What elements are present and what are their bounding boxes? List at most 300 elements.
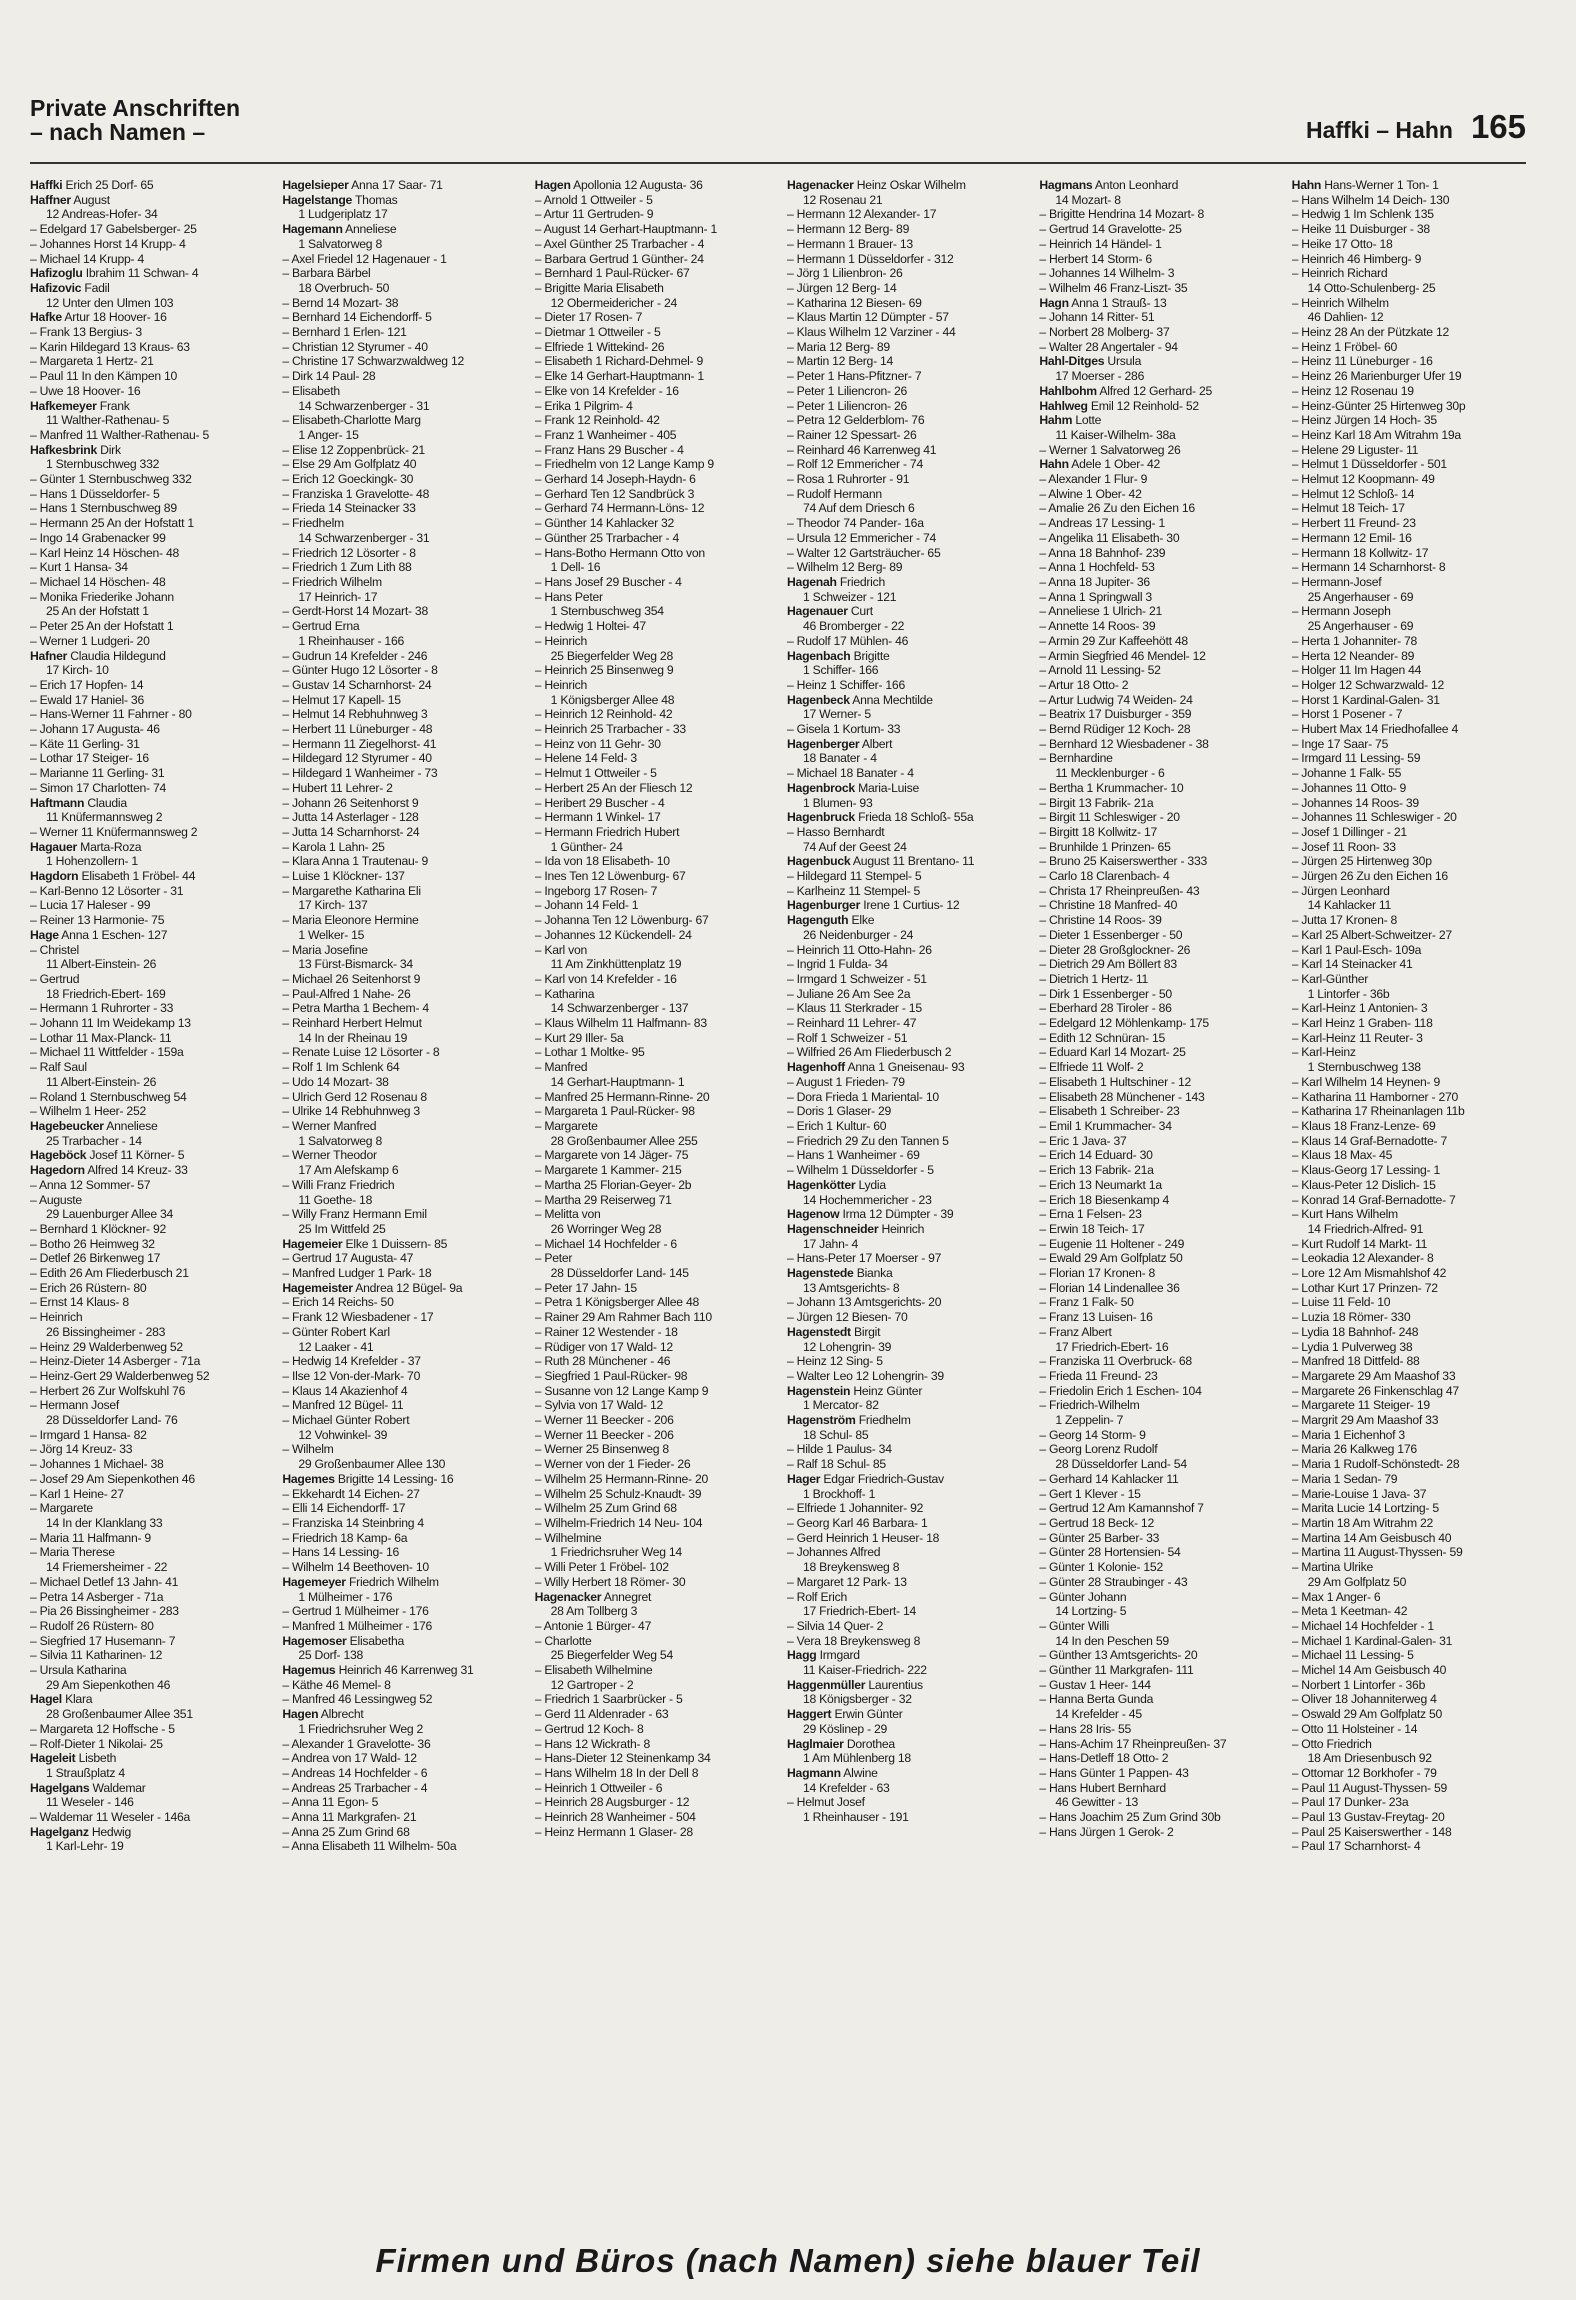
entry-text: – Botho 26 Heimweg 32	[30, 1236, 155, 1251]
listing-entry	[1292, 707, 1526, 722]
listing-entry	[30, 1751, 264, 1766]
listing-entry	[282, 1575, 516, 1590]
listing-entry	[535, 1237, 769, 1252]
listing-entry	[1039, 531, 1273, 546]
entry-text: – Emil 1 Krummacher- 34	[1039, 1119, 1172, 1133]
entry-text: 18 Am Driesenbusch 92	[1307, 1751, 1432, 1766]
entry-text: – Siegfried 17 Husemann- 7	[30, 1633, 176, 1648]
entry-text: 29 Köslinер - 29	[802, 1721, 888, 1736]
listing-entry	[30, 1560, 264, 1575]
entry-text: 1 Lintorfer - 36b	[1307, 986, 1390, 1001]
entry-text: Ibrahim 11 Schwan- 4	[85, 266, 199, 281]
entry-text: – Dieter 1 Essenberger - 50	[1039, 927, 1183, 942]
entry-text: – Herbert 26 Zur Wolfskuhl 76	[30, 1383, 186, 1398]
listing-column-5	[1039, 178, 1273, 2208]
listing-entry	[30, 1031, 264, 1046]
entry-text: Frank	[99, 398, 130, 413]
listing-entry	[282, 1178, 516, 1193]
entry-text: 14 Otto-Schulenberg- 25	[1307, 280, 1436, 295]
listing-entry	[787, 1472, 1021, 1487]
surname: Hagen	[534, 178, 571, 192]
entry-text: 12 Obermeidericher - 24	[550, 295, 677, 310]
entry-text: – Kurt 1 Hansa- 34	[30, 560, 128, 575]
entry-text: – Andreas 17 Lessing- 1	[1039, 516, 1166, 531]
entry-text: 17 Heinrich- 17	[298, 589, 378, 604]
entry-text: – Silvia 11 Katharinen- 12	[30, 1648, 163, 1663]
entry-text: 11 Am Zinkhüttenplatz 19	[550, 957, 682, 972]
listing-entry	[787, 443, 1021, 458]
listing-entry	[787, 1354, 1021, 1369]
entry-text: – Elli 14 Eichendorff- 17	[282, 1501, 406, 1516]
listing-entry	[535, 1648, 769, 1663]
listing-entry	[282, 781, 516, 796]
listing-entry	[535, 1501, 769, 1516]
listing-entry	[30, 1119, 264, 1134]
entry-text: – Johann 13 Amtsgerichts- 20	[786, 1295, 942, 1310]
listing-entry	[30, 1457, 264, 1472]
entry-text: – Luise 11 Feld- 10	[1291, 1295, 1391, 1310]
entry-text: – Florian 14 Lindenallee 36	[1039, 1280, 1180, 1295]
entry-text: – Katharina	[534, 986, 595, 1001]
listing-entry	[1292, 825, 1526, 840]
entry-text: Ursula	[1107, 354, 1142, 369]
listing-entry	[1039, 663, 1273, 678]
entry-text: 25 Trarbacher - 14	[46, 1133, 142, 1148]
listing-entry	[535, 1384, 769, 1399]
entry-text: – Angelika 11 Elisabeth- 30	[1039, 530, 1180, 545]
listing-entry	[535, 1016, 769, 1031]
listing-entry	[1292, 1678, 1526, 1693]
listing-entry	[1292, 1545, 1526, 1560]
listing-entry	[282, 310, 516, 325]
listing-entry	[1039, 781, 1273, 796]
listing-entry	[1292, 1045, 1526, 1060]
entry-text: – August 14 Gerhart-Hauptmann- 1	[534, 222, 718, 237]
entry-text: – Annette 14 Roos- 39	[1039, 619, 1156, 634]
entry-text: Erich 25 Dorf- 65	[65, 178, 154, 192]
entry-text: – Käte 11 Gerling- 31	[30, 736, 140, 751]
listing-entry	[535, 369, 769, 384]
listing-entry	[282, 766, 516, 781]
listing-entry	[30, 825, 264, 840]
listing-entry	[535, 840, 769, 855]
listing-entry	[1292, 619, 1526, 634]
entry-text: – Andrea von 17 Wald- 12	[282, 1751, 417, 1766]
entry-text: 18 Friedrich-Ebert- 169	[46, 986, 166, 1001]
entry-text: 1 Brockhoff- 1	[802, 1486, 876, 1501]
entry-text: – Hermann 12 Emil- 16	[1291, 530, 1412, 545]
listing-entry	[787, 678, 1021, 693]
listing-entry	[30, 649, 264, 664]
listing-entry	[535, 546, 769, 561]
entry-text: – Ruth 28 Münchener - 46	[534, 1354, 671, 1369]
listing-entry	[1039, 193, 1273, 208]
listing-entry	[787, 1545, 1021, 1560]
entry-text: – Charlotte	[534, 1633, 592, 1648]
listing-entry	[1039, 1207, 1273, 1222]
entry-text: – Erich 13 Fabrik- 21a	[1039, 1163, 1154, 1178]
listing-entry	[282, 649, 516, 664]
entry-text: – Luzia 18 Römer- 330	[1291, 1310, 1411, 1325]
section-title	[30, 96, 240, 144]
entry-text: – Theodor 74 Pander- 16a	[786, 516, 924, 531]
listing-entry	[787, 1016, 1021, 1031]
entry-text: – Hans Peter	[534, 589, 603, 604]
entry-text: – Helmut 1 Düsseldorfer - 501	[1291, 457, 1447, 472]
listing-entry	[1039, 1737, 1273, 1752]
entry-text: – Gertrud Erna	[282, 619, 360, 634]
listing-entry	[787, 501, 1021, 516]
entry-text: Alwine	[843, 1765, 878, 1780]
entry-text: 46 Dahlien- 12	[1307, 310, 1384, 325]
listing-entry	[535, 252, 769, 267]
entry-text: – Axel Günther 25 Trarbacher - 4	[534, 236, 705, 251]
entry-text: – Michael 1 Kardinal-Galen- 31	[1291, 1633, 1453, 1648]
listing-entry	[282, 340, 516, 355]
listing-entry	[30, 222, 264, 237]
entry-text: – Holger 11 Im Hagen 44	[1291, 663, 1422, 678]
listing-entry	[1292, 237, 1526, 252]
listing-entry	[282, 457, 516, 472]
entry-text: – Carlo 18 Clarenbach- 4	[1039, 869, 1170, 884]
entry-text: – Heinrich 28 Augsburger - 12	[534, 1795, 690, 1810]
entry-text: – Karl 1 Heine- 27	[30, 1486, 124, 1501]
entry-text: – Wilhelm 25 Hermann-Rinne- 20	[534, 1471, 709, 1486]
entry-text: – Karl Heinz 1 Graben- 118	[1291, 1016, 1433, 1031]
entry-text: – Werner 25 Binsenweg 8	[534, 1442, 669, 1457]
listing-entry	[30, 796, 264, 811]
entry-text: – Gerhard 74 Hermann-Löns- 12	[534, 501, 705, 516]
entry-text: – Gustav 14 Scharnhorst- 24	[282, 677, 432, 692]
entry-text: – Günter Hugo 12 Lösorter - 8	[282, 663, 438, 678]
listing-entry	[1292, 1001, 1526, 1016]
entry-text: Heinrich	[881, 1221, 925, 1236]
listing-entry	[535, 501, 769, 516]
listing-entry	[1292, 384, 1526, 399]
listing-entry	[282, 619, 516, 634]
listing-entry	[787, 1722, 1021, 1737]
entry-text: – Bernhard 1 Klöckner- 92	[30, 1221, 167, 1236]
entry-text: – Maria 1 Eichenhof 3	[1291, 1427, 1405, 1442]
listing-entry	[1292, 649, 1526, 664]
entry-text: – Pia 26 Bissingheimer - 283	[30, 1604, 179, 1619]
listing-entry	[1039, 1766, 1273, 1781]
listing-entry	[1292, 354, 1526, 369]
surname: Hage	[30, 927, 59, 942]
listing-entry	[1292, 1825, 1526, 1840]
entry-text: – Margarete 11 Steiger- 19	[1291, 1398, 1430, 1413]
listing-entry	[1039, 1104, 1273, 1119]
entry-text: – Alexander 1 Gravelotte- 36	[282, 1736, 431, 1751]
entry-text: 14 Gerhart-Hauptmann- 1	[550, 1074, 685, 1089]
entry-text: 1 Schweizer - 121	[802, 589, 897, 604]
listing-entry	[1039, 825, 1273, 840]
listing-entry	[30, 1634, 264, 1649]
entry-text: 26 Neidenburger - 24	[802, 927, 914, 942]
entry-text: 12 Andreas-Hofer- 34	[46, 207, 158, 222]
entry-text: – Michael 26 Seitenhorst 9	[282, 971, 421, 986]
entry-text: – Renate Luise 12 Lösorter - 8	[282, 1045, 440, 1060]
listing-entry	[535, 443, 769, 458]
entry-text: 11 Mecklenburger - 6	[1055, 766, 1165, 781]
entry-text: – Karl-Heinz 1 Antonien- 3	[1291, 1001, 1428, 1016]
entry-text: – Lydia 18 Bahnhof- 248	[1291, 1324, 1419, 1339]
listing-entry	[1292, 1016, 1526, 1031]
entry-text: – Hans Günter 1 Pappen- 43	[1039, 1765, 1189, 1780]
listing-entry	[30, 546, 264, 561]
entry-text: – Margarete 29 Am Maashof 33	[1291, 1368, 1456, 1383]
listing-entry	[282, 796, 516, 811]
entry-text: – Karl Heinz 14 Höschen- 48	[30, 545, 180, 560]
listing-entry	[282, 1148, 516, 1163]
entry-text: Emil 12 Reinhold- 52	[1090, 398, 1199, 413]
listing-entry	[1039, 1516, 1273, 1531]
listing-entry	[787, 1251, 1021, 1266]
entry-text: – Wilfried 26 Am Fliederbusch 2	[786, 1045, 952, 1060]
entry-text: – Luise 1 Klöckner- 137	[282, 869, 405, 884]
entry-text: 18 Banater - 4	[802, 751, 877, 766]
listing-entry	[787, 649, 1021, 664]
section-title-line2: – nach Namen –	[30, 119, 206, 145]
entry-text: – Klaus 18 Max- 45	[1291, 1148, 1393, 1163]
entry-text: – Johann 26 Seitenhorst 9	[282, 795, 419, 810]
entry-text: – Walter 28 Angertaler - 94	[1039, 339, 1178, 354]
entry-text: – Gertrud 1 Mülheimer - 176	[282, 1604, 429, 1619]
entry-text: 13 Fürst-Bismarck- 34	[298, 957, 413, 972]
entry-text: – Inge 17 Saar- 75	[1291, 736, 1389, 751]
entry-text: – Silvia 14 Quer- 2	[786, 1618, 884, 1633]
entry-text: 11 Kaiser-Wilhelm- 38a	[1055, 427, 1176, 442]
entry-text: – Hans 28 Iris- 55	[1039, 1721, 1132, 1736]
entry-text: 11 Albert-Einstein- 26	[46, 957, 157, 972]
entry-text: – Franz 1 Falk- 50	[1039, 1295, 1134, 1310]
listing-entry	[30, 913, 264, 928]
entry-text: – Werner Theodor	[282, 1148, 377, 1163]
listing-entry	[787, 693, 1021, 708]
entry-text: – Michael 14 Höschen- 48	[30, 574, 166, 589]
entry-text: – Hermann 25 An der Hofstatt 1	[30, 516, 194, 531]
listing-entry	[1292, 1648, 1526, 1663]
entry-text: – Werner von der 1 Fieder- 26	[534, 1457, 691, 1472]
entry-text: 18 Königsberger - 32	[802, 1692, 912, 1707]
listing-entry	[1292, 178, 1526, 193]
listing-entry	[535, 310, 769, 325]
listing-entry	[535, 1090, 769, 1105]
entry-text: – Hildegard 1 Wanheimer - 73	[282, 766, 438, 781]
entry-text: – Hildegard 11 Stempel- 5	[786, 869, 922, 884]
listing-entry	[282, 854, 516, 869]
entry-text: – Jutta 14 Asterlager - 128	[282, 810, 419, 825]
entry-text: 14 Friedrich-Alfred- 91	[1307, 1221, 1424, 1236]
listing-entry	[787, 796, 1021, 811]
entry-text: 28 Düsseldorfer Land- 76	[46, 1413, 178, 1428]
entry-text: – Margarete	[30, 1501, 93, 1516]
entry-text: – Friedrich 12 Lösorter - 8	[282, 545, 416, 560]
entry-text: 1 Ludgeriplatz 17	[298, 207, 388, 222]
listing-entry	[282, 1193, 516, 1208]
entry-text: – Johanna Ten 12 Löwenburg- 67	[534, 913, 709, 928]
entry-text: – Hans 1 Wanheimer - 69	[786, 1148, 920, 1163]
listing-entry	[1039, 928, 1273, 943]
listing-entry	[787, 957, 1021, 972]
listing-entry	[282, 531, 516, 546]
entry-text: – Martha 29 Reiserweg 71	[534, 1192, 672, 1207]
listing-entry	[535, 1163, 769, 1178]
listing-entry	[787, 1163, 1021, 1178]
entry-text: – Marita Lucie 14 Lortzing- 5	[1291, 1501, 1439, 1516]
entry-text: – Franz 1 Wanheimer - 405	[534, 427, 677, 442]
entry-text: – Wilhelm 12 Berg- 89	[786, 560, 903, 575]
listing-entry	[1039, 693, 1273, 708]
listing-entry	[30, 472, 264, 487]
surname: Hafkemeyer	[30, 398, 97, 413]
listing-entry	[1292, 531, 1526, 546]
surname: Hagenhoff	[786, 1060, 845, 1075]
listing-entry	[282, 281, 516, 296]
surname: Hagebeucker	[30, 1119, 104, 1133]
listing-entry	[282, 252, 516, 267]
listing-entry	[1292, 1560, 1526, 1575]
entry-text: Frieda 18 Schloß- 55a	[858, 810, 974, 825]
entry-text: Irene 1 Curtius- 12	[863, 898, 960, 913]
entry-text: – Anna 18 Jupiter- 36	[1039, 574, 1150, 589]
entry-text: – Bruno 25 Kaiserswerther - 333	[1039, 854, 1208, 869]
listing-entry	[30, 560, 264, 575]
listing-entry	[535, 1148, 769, 1163]
listing-entry	[787, 1707, 1021, 1722]
entry-text: 12 Rosenau 21	[802, 192, 883, 207]
entry-text: – Hedwig 14 Krefelder - 37	[282, 1354, 421, 1369]
listing-entry	[1292, 457, 1526, 472]
entry-text: – Bernd 14 Mozart- 38	[282, 295, 399, 310]
surname: Hagenström	[786, 1413, 856, 1428]
name-range: Haffki – Hahn	[1305, 117, 1453, 143]
entry-text: – Heike 11 Duisburger - 38	[1291, 222, 1430, 237]
entry-text: – Hubert 11 Lehrer- 2	[282, 780, 393, 795]
surname: Hagenah	[786, 574, 837, 589]
entry-text: 14 In der Rheinau 19	[298, 1030, 408, 1045]
entry-text: – Gustav 1 Heer- 144	[1039, 1677, 1151, 1692]
entry-text: – Johann 14 Ritter- 51	[1039, 310, 1155, 325]
entry-text: – Werner 11 Knüfermannsweg 2	[30, 824, 198, 839]
listing-entry	[535, 825, 769, 840]
surname: Hagenstedt	[786, 1324, 851, 1339]
listing-entry	[1039, 237, 1273, 252]
entry-text: – Norbert 28 Molberg- 37	[1039, 325, 1170, 340]
listing-entry	[30, 1737, 264, 1752]
entry-text: – Hans 14 Lessing- 16	[282, 1545, 400, 1560]
entry-text: 14 Lortzing- 5	[1055, 1604, 1127, 1619]
entry-text: – Eduard Karl 14 Mozart- 25	[1039, 1045, 1186, 1060]
listing-entry	[787, 1560, 1021, 1575]
listing-entry	[787, 619, 1021, 634]
listing-entry	[30, 531, 264, 546]
listing-entry	[535, 1737, 769, 1752]
entry-text: – Antonie 1 Bürger- 47	[534, 1618, 652, 1633]
listing-entry	[282, 575, 516, 590]
listing-entry	[282, 501, 516, 516]
listing-entry	[1039, 913, 1273, 928]
listing-entry	[1292, 1766, 1526, 1781]
listing-entry	[1039, 1090, 1273, 1105]
listing-entry	[1292, 310, 1526, 325]
listing-entry	[787, 1442, 1021, 1457]
entry-text: – Rolf 1 Im Schlenk 64	[282, 1060, 400, 1075]
entry-text: – Maria 12 Berg- 89	[786, 339, 890, 354]
entry-text: – Maria 26 Kalkweg 176	[1291, 1442, 1417, 1457]
listing-entry	[282, 590, 516, 605]
listing-entry	[535, 737, 769, 752]
listing-entry	[30, 663, 264, 678]
surname: Hagelganz	[30, 1824, 89, 1839]
entry-text: – Kurt Hans Wilhelm	[1291, 1207, 1398, 1222]
listing-entry	[535, 987, 769, 1002]
entry-text: – Artur Ludwig 74 Weiden- 24	[1039, 692, 1193, 707]
entry-text: 29 Am Siepenkothen 46	[46, 1677, 171, 1692]
listing-entry	[787, 781, 1021, 796]
entry-text: – Manfred 12 Bügel- 11	[282, 1398, 404, 1413]
listing-entry	[1039, 957, 1273, 972]
listing-entry	[30, 766, 264, 781]
listing-entry	[30, 457, 264, 472]
listing-entry	[535, 810, 769, 825]
entry-text: – Friedrich 29 Zu den Tannen 5	[786, 1133, 949, 1148]
entry-text: – Peter	[534, 1251, 573, 1266]
listing-entry	[30, 781, 264, 796]
entry-text: – Erich 18 Biesenkamp 4	[1039, 1192, 1170, 1207]
listing-entry	[535, 1634, 769, 1649]
entry-text: – Erich 13 Neumarkt 1a	[1039, 1177, 1162, 1192]
listing-entry	[1039, 1487, 1273, 1502]
entry-text: – Johann 14 Feld- 1	[534, 898, 639, 913]
listing-entry	[1292, 207, 1526, 222]
listing-entry	[1292, 193, 1526, 208]
entry-text: Lotte	[1075, 413, 1102, 428]
entry-text: 29 Am Golfplatz 50	[1307, 1574, 1407, 1589]
entry-text: – Heinz 1 Schiffer- 166	[786, 677, 905, 692]
listing-entry	[787, 237, 1021, 252]
entry-text: – Jürgen 12 Biesen- 70	[786, 1310, 908, 1325]
entry-text: – Irmgard 1 Schweizer - 51	[786, 971, 927, 986]
listing-entry	[1039, 340, 1273, 355]
listing-entry	[1039, 1428, 1273, 1443]
listing-entry	[787, 1325, 1021, 1340]
entry-text: – Christel	[30, 942, 79, 957]
listing-entry	[535, 913, 769, 928]
listing-entry	[30, 1251, 264, 1266]
entry-text: – Irmgard 1 Hansa- 82	[30, 1427, 147, 1442]
listing-entry	[787, 707, 1021, 722]
entry-text: – Günther 13 Amtsgerichts- 20	[1039, 1648, 1198, 1663]
listing-entry	[535, 1031, 769, 1046]
footer-note: Firmen und Büros (nach Namen) siehe blauer Teil	[375, 2242, 1201, 2279]
listing-entry	[1039, 413, 1273, 428]
listing-entry	[282, 840, 516, 855]
listing-entry	[282, 869, 516, 884]
entry-text: 1 Blumen- 93	[802, 795, 873, 810]
entry-text: – Gertrud 12 Am Kamannshof 7	[1039, 1501, 1204, 1516]
listing-entry	[1292, 516, 1526, 531]
listing-entry	[787, 1119, 1021, 1134]
entry-text: – Johannes 1 Michael- 38	[30, 1457, 164, 1472]
entry-text: – Dora Frieda 1 Mariental- 10	[786, 1089, 939, 1104]
entry-text: Erwin Günter	[834, 1707, 903, 1722]
listing-entry	[282, 399, 516, 414]
entry-text: – Gerd 11 Aldenrader - 63	[534, 1707, 669, 1722]
surname: Hafke	[30, 310, 62, 325]
listing-entry	[30, 354, 264, 369]
entry-text: – Heinz 1 Fröbel- 60	[1291, 339, 1398, 354]
